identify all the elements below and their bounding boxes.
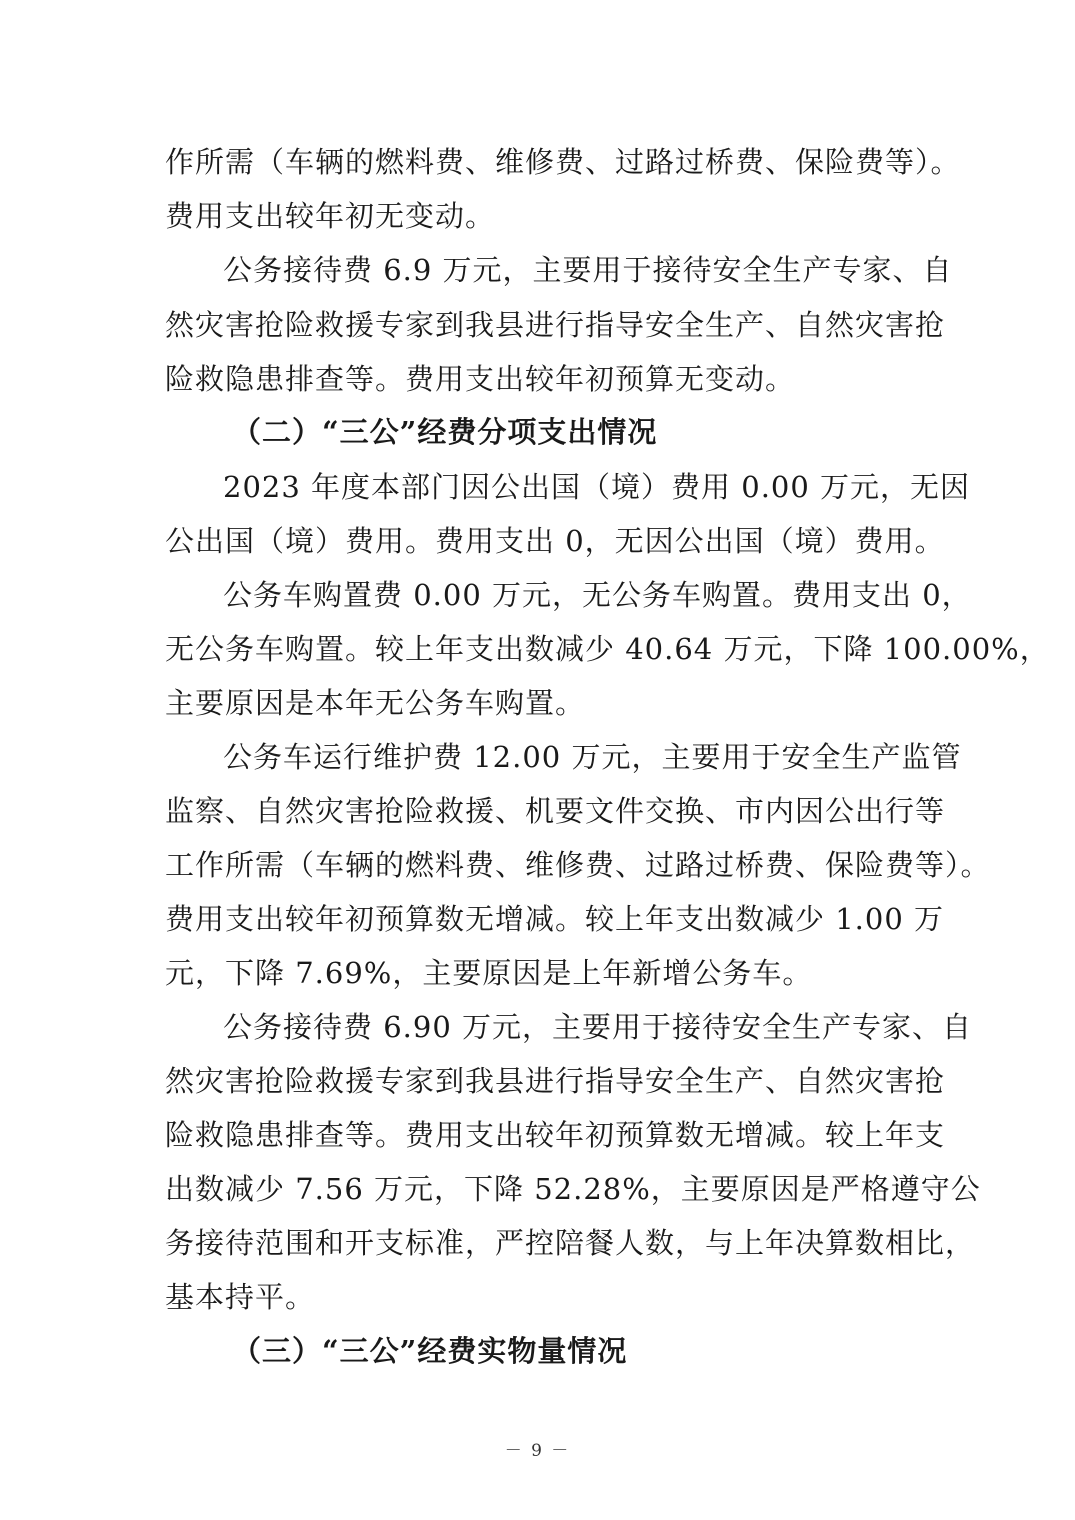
paragraph-line: 公务车运行维护费 12.00 万元，主要用于安全生产监管 (223, 740, 962, 774)
paragraph-line: 然灾害抢险救援专家到我县进行指导安全生产、自然灾害抢 (165, 1064, 946, 1098)
paragraph-line: 监察、自然灾害抢险救援、机要文件交换、市内因公出行等 (165, 794, 946, 828)
paragraph-line: 无公务车购置。较上年支出数减少 40.64 万元，下降 100.00%， (165, 632, 1050, 666)
paragraph-line: 出数减少 7.56 万元，下降 52.28%，主要原因是严格遵守公 (165, 1172, 981, 1206)
paragraph-line: 基本持平。 (165, 1280, 316, 1314)
paragraph-line: 公务车购置费 0.00 万元，无公务车购置。费用支出 0， (223, 578, 972, 612)
paragraph-line: 主要原因是本年无公务车购置。 (165, 686, 586, 720)
section-heading: （二）“三公”经费分项支出情况 (232, 415, 658, 449)
paragraph-line: 险救隐患排查等。费用支出较年初预算数无增减。较上年支 (165, 1118, 946, 1152)
paragraph-line: 险救隐患排查等。费用支出较年初预算无变动。 (165, 362, 796, 396)
paragraph-line: 作所需（车辆的燃料费、维修费、过路过桥费、保险费等）。 (165, 145, 961, 179)
paragraph-line: 元，下降 7.69%，主要原因是上年新增公务车。 (165, 956, 813, 990)
paragraph-line: 2023 年度本部门因公出国（境）费用 0.00 万元，无因 (223, 470, 971, 504)
paragraph-line: 费用支出较年初无变动。 (165, 199, 496, 233)
paragraph-line: 公务接待费 6.9 万元，主要用于接待安全生产专家、自 (223, 253, 953, 287)
paragraph-line: 工作所需（车辆的燃料费、维修费、过路过桥费、保险费等）。 (165, 848, 991, 882)
paragraph-line: 公务接待费 6.90 万元，主要用于接待安全生产专家、自 (223, 1010, 973, 1044)
page-number: － 9 － (504, 1441, 571, 1461)
section-heading: （三）“三公”经费实物量情况 (232, 1334, 628, 1368)
paragraph-line: 务接待范围和开支标准，严控陪餐人数，与上年决算数相比， (165, 1226, 976, 1260)
paragraph-line: 然灾害抢险救援专家到我县进行指导安全生产、自然灾害抢 (165, 308, 946, 342)
paragraph-line: 费用支出较年初预算数无增减。较上年支出数减少 1.00 万 (165, 902, 945, 936)
paragraph-line: 公出国（境）费用。费用支出 0，无因公出国（境）费用。 (165, 524, 945, 558)
